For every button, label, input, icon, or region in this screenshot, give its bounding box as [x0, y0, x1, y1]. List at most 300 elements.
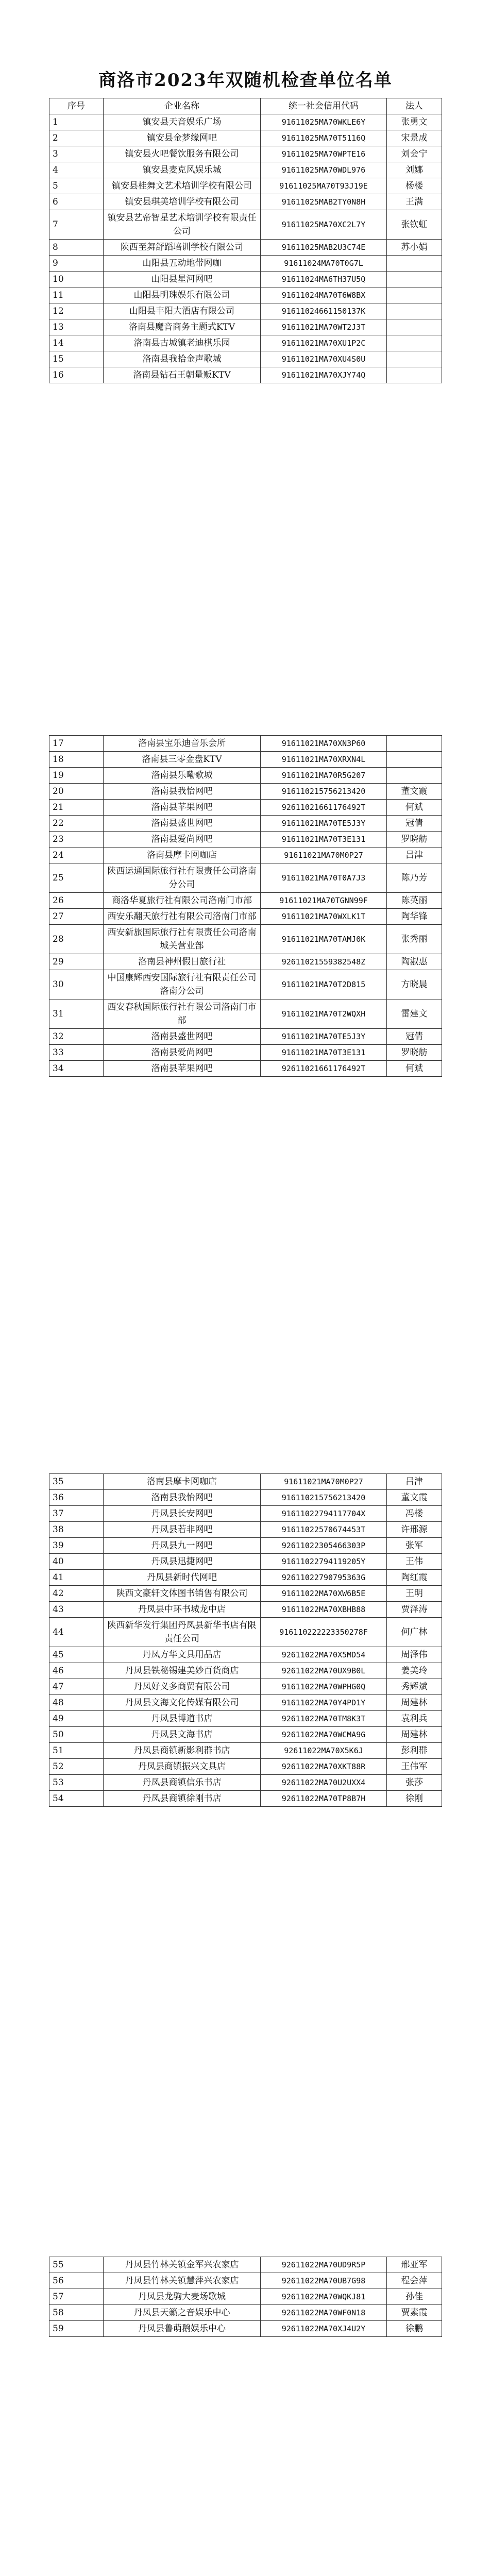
table-row	[49, 1522, 442, 1538]
row-index: 14	[49, 335, 104, 351]
row-index: 11	[49, 287, 104, 303]
row-company-name: 丹凤县鲁萌鹅娱乐中心	[104, 2321, 261, 2337]
row-credit-code: 91611021MA70XN3P60	[261, 736, 387, 752]
table-row	[49, 1791, 442, 1807]
row-credit-code: 91611021MA70XU4S0U	[261, 351, 387, 367]
row-company-name: 镇安县麦克风娱乐城	[104, 162, 261, 178]
row-index: 48	[49, 1695, 104, 1711]
row-index: 50	[49, 1727, 104, 1743]
row-index: 45	[49, 1647, 104, 1663]
row-credit-code: 91611025MAB2U3C74E	[261, 240, 387, 256]
page-title: 商洛市2023年双随机检查单位名单	[98, 70, 393, 91]
row-company-name: 丹凤县九一网吧	[104, 1538, 261, 1554]
row-legal-rep: 吕津	[387, 1474, 442, 1490]
row-company-name: 西安春秋国际旅行社有限公司洛南门市部	[104, 999, 261, 1029]
row-company-name: 洛南县盛世网吧	[104, 1029, 261, 1045]
row-company-name: 丹凤县竹林关镇慧萍兴农家店	[104, 2273, 261, 2289]
row-credit-code: 91611025MAB2TY0N8H	[261, 194, 387, 210]
row-index: 56	[49, 2273, 104, 2289]
row-company-name: 洛南县摩卡网咖店	[104, 848, 261, 863]
row-legal-rep: 贾素霞	[387, 2305, 442, 2321]
row-credit-code: 916110215756213420	[261, 1490, 387, 1506]
row-credit-code: 91611021MA70XJY74Q	[261, 367, 387, 383]
table-row	[49, 816, 442, 832]
header-index: 序号	[49, 98, 104, 114]
table-row	[49, 2305, 442, 2321]
row-company-name: 镇安县桂舞文艺术培训学校有限公司	[104, 178, 261, 194]
row-company-name: 陕西至舞舒蹈培训学校有限公司	[104, 240, 261, 256]
row-credit-code: 92611022MA70WF0N18	[261, 2305, 387, 2321]
table-row	[49, 1759, 442, 1775]
row-index: 10	[49, 272, 104, 287]
table-row	[49, 367, 442, 383]
table-row	[49, 1743, 442, 1759]
row-legal-rep: 冯楼	[387, 1506, 442, 1522]
row-credit-code: 91611021MA70TE5J3Y	[261, 1029, 387, 1045]
table-row	[49, 351, 442, 367]
row-company-name: 洛南县钻石王朝量贩KTV	[104, 367, 261, 383]
row-company-name: 洛南县苹果网吧	[104, 800, 261, 816]
row-legal-rep: 周建林	[387, 1695, 442, 1711]
table-row	[49, 146, 442, 162]
row-index: 40	[49, 1554, 104, 1570]
row-credit-code: 91611021MA70T2D815	[261, 970, 387, 999]
row-index: 12	[49, 303, 104, 319]
row-credit-code: 91611021MA70T2WQXH	[261, 999, 387, 1029]
table-row	[49, 114, 442, 130]
row-credit-code: 92611022MA70UD9R5P	[261, 2257, 387, 2273]
row-credit-code: 91611021MA70TGNN99F	[261, 893, 387, 909]
header-name: 企业名称	[104, 98, 261, 114]
row-index: 22	[49, 816, 104, 832]
row-index: 34	[49, 1061, 104, 1077]
row-legal-rep: 陶红霞	[387, 1570, 442, 1586]
row-index: 17	[49, 736, 104, 752]
row-credit-code: 91611021MA70M0P27	[261, 1474, 387, 1490]
row-credit-code: 91611021MA70XU1P2C	[261, 335, 387, 351]
row-index: 27	[49, 909, 104, 925]
table-row	[49, 1695, 442, 1711]
row-company-name: 丹凤县长安网吧	[104, 1506, 261, 1522]
row-company-name: 丹凤县龙驹大麦场歌城	[104, 2289, 261, 2305]
row-credit-code: 91611021MA70T3E131	[261, 832, 387, 848]
row-index: 8	[49, 240, 104, 256]
row-company-name: 洛南县爱尚网吧	[104, 832, 261, 848]
row-credit-code: 91611025MA70T93J19E	[261, 178, 387, 194]
row-index: 29	[49, 954, 104, 970]
table-row	[49, 130, 442, 146]
table-row	[49, 800, 442, 816]
table-row	[49, 162, 442, 178]
row-credit-code: 92611022MA70X5K6J	[261, 1743, 387, 1759]
row-legal-rep: 罗晓舫	[387, 1045, 442, 1061]
table-row	[49, 1711, 442, 1727]
row-index: 37	[49, 1506, 104, 1522]
row-company-name: 镇安县天音娱乐广场	[104, 114, 261, 130]
row-company-name: 丹凤县商镇信乐书店	[104, 1775, 261, 1791]
header-rep: 法人	[387, 98, 442, 114]
row-index: 25	[49, 863, 104, 893]
table-row	[49, 319, 442, 335]
row-legal-rep: 张军	[387, 1538, 442, 1554]
row-legal-rep: 方晓晨	[387, 970, 442, 999]
row-credit-code: 91611021MA70T3E131	[261, 1045, 387, 1061]
row-index: 47	[49, 1679, 104, 1695]
table-row	[49, 768, 442, 784]
row-index: 36	[49, 1490, 104, 1506]
row-legal-rep: 刘会宁	[387, 146, 442, 162]
row-credit-code: 92611021661176492T	[261, 1061, 387, 1077]
row-legal-rep: 罗晓舫	[387, 832, 442, 848]
header-code: 统一社会信用代码	[261, 98, 387, 114]
row-legal-rep: 王明	[387, 1586, 442, 1602]
table-row	[49, 1775, 442, 1791]
row-company-name: 洛南县我怡网吧	[104, 784, 261, 800]
table-row	[49, 909, 442, 925]
row-legal-rep	[387, 752, 442, 768]
table-header-row	[49, 98, 442, 114]
row-credit-code: 92611022MA70UB7G98	[261, 2273, 387, 2289]
row-legal-rep: 苏小娟	[387, 240, 442, 256]
table-row	[49, 999, 442, 1029]
table-row	[49, 194, 442, 210]
row-credit-code: 91611021MA70M0P27	[261, 848, 387, 863]
row-index: 26	[49, 893, 104, 909]
row-credit-code: 91611024MA70T0G7L	[261, 256, 387, 272]
row-company-name: 丹凤好义多商贸有限公司	[104, 1679, 261, 1695]
table-row	[49, 303, 442, 319]
table-row	[49, 240, 442, 256]
table-row	[49, 2257, 442, 2273]
registry-table	[49, 1473, 442, 1807]
row-credit-code: 91611024661150137K	[261, 303, 387, 319]
table-row	[49, 954, 442, 970]
row-credit-code: 91611025MA70WDL976	[261, 162, 387, 178]
row-legal-rep: 姜美玲	[387, 1663, 442, 1679]
row-legal-rep: 何斌	[387, 1061, 442, 1077]
table-row	[49, 1727, 442, 1743]
table-row	[49, 893, 442, 909]
row-company-name: 丹凤县商镇徐刚书店	[104, 1791, 261, 1807]
row-index: 57	[49, 2289, 104, 2305]
row-credit-code: 91611022570674453T	[261, 1522, 387, 1538]
row-legal-rep: 何广林	[387, 1618, 442, 1647]
table-row	[49, 848, 442, 863]
row-index: 16	[49, 367, 104, 383]
row-index: 55	[49, 2257, 104, 2273]
row-company-name: 洛南县乐嘞歌城	[104, 768, 261, 784]
registry-table	[49, 98, 442, 383]
row-credit-code: 92611022MA70TM8K3T	[261, 1711, 387, 1727]
row-index: 2	[49, 130, 104, 146]
registry-table	[49, 735, 442, 1077]
row-company-name: 镇安县艺帝智星艺术培训学校有限责任公司	[104, 210, 261, 240]
row-index: 54	[49, 1791, 104, 1807]
row-company-name: 丹凤县商镇新影利群书店	[104, 1743, 261, 1759]
row-index: 13	[49, 319, 104, 335]
table-row	[49, 178, 442, 194]
row-index: 38	[49, 1522, 104, 1538]
row-credit-code: 92611022305466303P	[261, 1538, 387, 1554]
row-index: 19	[49, 768, 104, 784]
row-legal-rep: 周建林	[387, 1727, 442, 1743]
row-index: 5	[49, 178, 104, 194]
row-legal-rep	[387, 367, 442, 383]
row-index: 58	[49, 2305, 104, 2321]
row-credit-code: 91611021MA70WXLK1T	[261, 909, 387, 925]
row-company-name: 洛南县苹果网吧	[104, 1061, 261, 1077]
row-company-name: 洛南县宝乐迪音乐会所	[104, 736, 261, 752]
row-index: 49	[49, 1711, 104, 1727]
row-credit-code: 92611022MA70XJ4U2Y	[261, 2321, 387, 2337]
row-legal-rep: 王满	[387, 194, 442, 210]
row-index: 52	[49, 1759, 104, 1775]
table-row	[49, 256, 442, 272]
row-credit-code: 91611022MA70XW6B5E	[261, 1586, 387, 1602]
table-row	[49, 2321, 442, 2337]
row-company-name: 丹凤方华文具用品店	[104, 1647, 261, 1663]
row-legal-rep: 王伟军	[387, 1759, 442, 1775]
table-row	[49, 863, 442, 893]
row-credit-code: 92611022MA70WCMA9G	[261, 1727, 387, 1743]
row-credit-code: 91611025MA70XC2L7Y	[261, 210, 387, 240]
row-index: 59	[49, 2321, 104, 2337]
row-legal-rep: 徐鹏	[387, 2321, 442, 2337]
row-credit-code: 91611021MA70XRXN4L	[261, 752, 387, 768]
row-legal-rep: 王伟	[387, 1554, 442, 1570]
row-index: 46	[49, 1663, 104, 1679]
row-company-name: 陕西运通国际旅行社有限责任公司洛南分公司	[104, 863, 261, 893]
row-company-name: 中国康辉西安国际旅行社有限责任公司洛南分公司	[104, 970, 261, 999]
row-company-name: 镇安县火吧餐饮服务有限公司	[104, 146, 261, 162]
row-index: 51	[49, 1743, 104, 1759]
table-row	[49, 1647, 442, 1663]
table-row	[49, 1538, 442, 1554]
row-legal-rep: 秀辉斌	[387, 1679, 442, 1695]
row-company-name: 丹凤县文海文化传媒有限公司	[104, 1695, 261, 1711]
row-credit-code: 92611021661176492T	[261, 800, 387, 816]
row-credit-code: 91611022MA70WPHG0Q	[261, 1679, 387, 1695]
row-company-name: 西安新旅国际旅行社有限责任公司洛南城关营业部	[104, 925, 261, 954]
row-index: 21	[49, 800, 104, 816]
row-legal-rep: 董文霞	[387, 784, 442, 800]
row-credit-code: 92611022MA70X5MD54	[261, 1647, 387, 1663]
row-company-name: 陕西文豪轩文体图书销售有限公司	[104, 1586, 261, 1602]
row-index: 3	[49, 146, 104, 162]
row-index: 42	[49, 1586, 104, 1602]
row-credit-code: 92611022MA70U2UXX4	[261, 1775, 387, 1791]
row-legal-rep: 宋景成	[387, 130, 442, 146]
row-index: 28	[49, 925, 104, 954]
row-index: 9	[49, 256, 104, 272]
row-company-name: 洛南县魔音商务主题式KTV	[104, 319, 261, 335]
row-index: 7	[49, 210, 104, 240]
row-index: 20	[49, 784, 104, 800]
table-row	[49, 970, 442, 999]
row-credit-code: 91611021MA70R5G207	[261, 768, 387, 784]
row-legal-rep: 张秀丽	[387, 925, 442, 954]
row-legal-rep: 贾泽涛	[387, 1602, 442, 1618]
row-company-name: 丹凤县迅捷网吧	[104, 1554, 261, 1570]
row-legal-rep	[387, 256, 442, 272]
row-index: 44	[49, 1618, 104, 1647]
row-index: 33	[49, 1045, 104, 1061]
row-company-name: 洛南县我拾金声歌城	[104, 351, 261, 367]
registry-table	[49, 2257, 442, 2337]
row-credit-code: 91611025MA70WPTE16	[261, 146, 387, 162]
table-row	[49, 1554, 442, 1570]
row-company-name: 洛南县三零金盘KTV	[104, 752, 261, 768]
row-credit-code: 91611021MA70WT2J3T	[261, 319, 387, 335]
row-legal-rep: 何斌	[387, 800, 442, 816]
table-row	[49, 1474, 442, 1490]
row-legal-rep: 冠倩	[387, 1029, 442, 1045]
row-legal-rep: 冠倩	[387, 816, 442, 832]
row-index: 31	[49, 999, 104, 1029]
table-row	[49, 1679, 442, 1695]
row-legal-rep: 董文霞	[387, 1490, 442, 1506]
table-row	[49, 1045, 442, 1061]
row-legal-rep: 周泽伟	[387, 1647, 442, 1663]
table-row	[49, 925, 442, 954]
row-legal-rep	[387, 768, 442, 784]
table-row	[49, 335, 442, 351]
row-legal-rep: 彭利群	[387, 1743, 442, 1759]
row-legal-rep	[387, 272, 442, 287]
row-credit-code: 91611021MA70T0A7J3	[261, 863, 387, 893]
table-row	[49, 1663, 442, 1679]
row-credit-code: 91611021MA70TAMJ0K	[261, 925, 387, 954]
row-credit-code: 91611022794119205Y	[261, 1554, 387, 1570]
table-row	[49, 1061, 442, 1077]
row-company-name: 山阳县五动地带网咖	[104, 256, 261, 272]
row-company-name: 丹凤县新时代网吧	[104, 1570, 261, 1586]
row-credit-code: 916110215756213420	[261, 784, 387, 800]
row-company-name: 山阳县丰阳大酒店有限公司	[104, 303, 261, 319]
row-company-name: 山阳县明珠娱乐有限公司	[104, 287, 261, 303]
row-credit-code: 91611025MA70T5116Q	[261, 130, 387, 146]
row-credit-code: 92611022MA70XKT88R	[261, 1759, 387, 1775]
row-company-name: 镇安县琪美培训学校有限公司	[104, 194, 261, 210]
row-company-name: 丹凤县天籁之音娱乐中心	[104, 2305, 261, 2321]
table-row	[49, 832, 442, 848]
row-credit-code: 91611025MA70WKLE6Y	[261, 114, 387, 130]
table-row	[49, 210, 442, 240]
table-row	[49, 1618, 442, 1647]
row-company-name: 洛南县古城镇老迪棋乐园	[104, 335, 261, 351]
row-company-name: 镇安县金梦缘网吧	[104, 130, 261, 146]
row-company-name: 洛南县我怡网吧	[104, 1490, 261, 1506]
row-legal-rep: 张勇文	[387, 114, 442, 130]
table-row	[49, 2273, 442, 2289]
row-index: 32	[49, 1029, 104, 1045]
row-index: 39	[49, 1538, 104, 1554]
row-index: 4	[49, 162, 104, 178]
row-legal-rep: 袁利兵	[387, 1711, 442, 1727]
row-credit-code: 92611022MA70TP8B7H	[261, 1791, 387, 1807]
row-credit-code: 91611022MA70XBHB88	[261, 1602, 387, 1618]
row-index: 6	[49, 194, 104, 210]
table-row	[49, 2289, 442, 2305]
row-legal-rep: 杨楼	[387, 178, 442, 194]
row-index: 41	[49, 1570, 104, 1586]
row-legal-rep: 徐刚	[387, 1791, 442, 1807]
row-legal-rep	[387, 335, 442, 351]
row-company-name: 洛南县爱尚网吧	[104, 1045, 261, 1061]
row-legal-rep	[387, 303, 442, 319]
row-legal-rep	[387, 287, 442, 303]
row-legal-rep: 刘娜	[387, 162, 442, 178]
table-row	[49, 752, 442, 768]
row-legal-rep	[387, 351, 442, 367]
row-credit-code: 91611024MA6TH37U5Q	[261, 272, 387, 287]
table-row	[49, 784, 442, 800]
table-row	[49, 1570, 442, 1586]
table-row	[49, 1490, 442, 1506]
row-index: 53	[49, 1775, 104, 1791]
row-company-name: 洛南县盛世网吧	[104, 816, 261, 832]
row-index: 24	[49, 848, 104, 863]
row-legal-rep: 张莎	[387, 1775, 442, 1791]
row-credit-code: 92611022790795363G	[261, 1570, 387, 1586]
row-legal-rep: 陈英丽	[387, 893, 442, 909]
table-row	[49, 736, 442, 752]
row-legal-rep: 许邢源	[387, 1522, 442, 1538]
row-legal-rep: 吕津	[387, 848, 442, 863]
row-index: 15	[49, 351, 104, 367]
row-credit-code: 91611022794117704X	[261, 1506, 387, 1522]
row-credit-code: 91611024MA70T6W8BX	[261, 287, 387, 303]
row-company-name: 丹凤县若非网吧	[104, 1522, 261, 1538]
row-company-name: 洛南县神州假日旅行社	[104, 954, 261, 970]
table-row	[49, 1029, 442, 1045]
row-index: 1	[49, 114, 104, 130]
row-index: 30	[49, 970, 104, 999]
row-credit-code: 92611021559382548Z	[261, 954, 387, 970]
row-company-name: 丹凤县博道书店	[104, 1711, 261, 1727]
row-legal-rep: 雷建文	[387, 999, 442, 1029]
row-company-name: 丹凤县铁秘锡建美妙百货商店	[104, 1663, 261, 1679]
table-row	[49, 272, 442, 287]
row-company-name: 商洛华夏旅行社有限公司洛南门市部	[104, 893, 261, 909]
row-company-name: 丹凤县文海书店	[104, 1727, 261, 1743]
row-legal-rep: 张钦虹	[387, 210, 442, 240]
row-legal-rep: 陶华锋	[387, 909, 442, 925]
table-row	[49, 287, 442, 303]
row-company-name: 丹凤县竹林关镇金军兴农家店	[104, 2257, 261, 2273]
row-credit-code: 92611022MA70WQKJ81	[261, 2289, 387, 2305]
row-index: 43	[49, 1602, 104, 1618]
row-credit-code: 92611022MA70UX9B0L	[261, 1663, 387, 1679]
row-company-name: 陕西新华发行集团丹凤县新华书店有限责任公司	[104, 1618, 261, 1647]
row-company-name: 丹凤县中环书城龙中店	[104, 1602, 261, 1618]
row-legal-rep	[387, 319, 442, 335]
row-credit-code: 91611021MA70TE5J3Y	[261, 816, 387, 832]
row-legal-rep: 程会萍	[387, 2273, 442, 2289]
row-legal-rep	[387, 736, 442, 752]
row-legal-rep: 孙佳	[387, 2289, 442, 2305]
row-index: 23	[49, 832, 104, 848]
row-company-name: 丹凤县商镇振兴文具店	[104, 1759, 261, 1775]
row-index: 18	[49, 752, 104, 768]
table-row	[49, 1602, 442, 1618]
row-company-name: 山阳县星河网吧	[104, 272, 261, 287]
row-legal-rep: 邢亚军	[387, 2257, 442, 2273]
table-row	[49, 1586, 442, 1602]
row-company-name: 西安乐翻天旅行社有限公司洛南门市部	[104, 909, 261, 925]
row-credit-code: 91611022MA70Y4PD1Y	[261, 1695, 387, 1711]
row-credit-code: 916110222223350278F	[261, 1618, 387, 1647]
